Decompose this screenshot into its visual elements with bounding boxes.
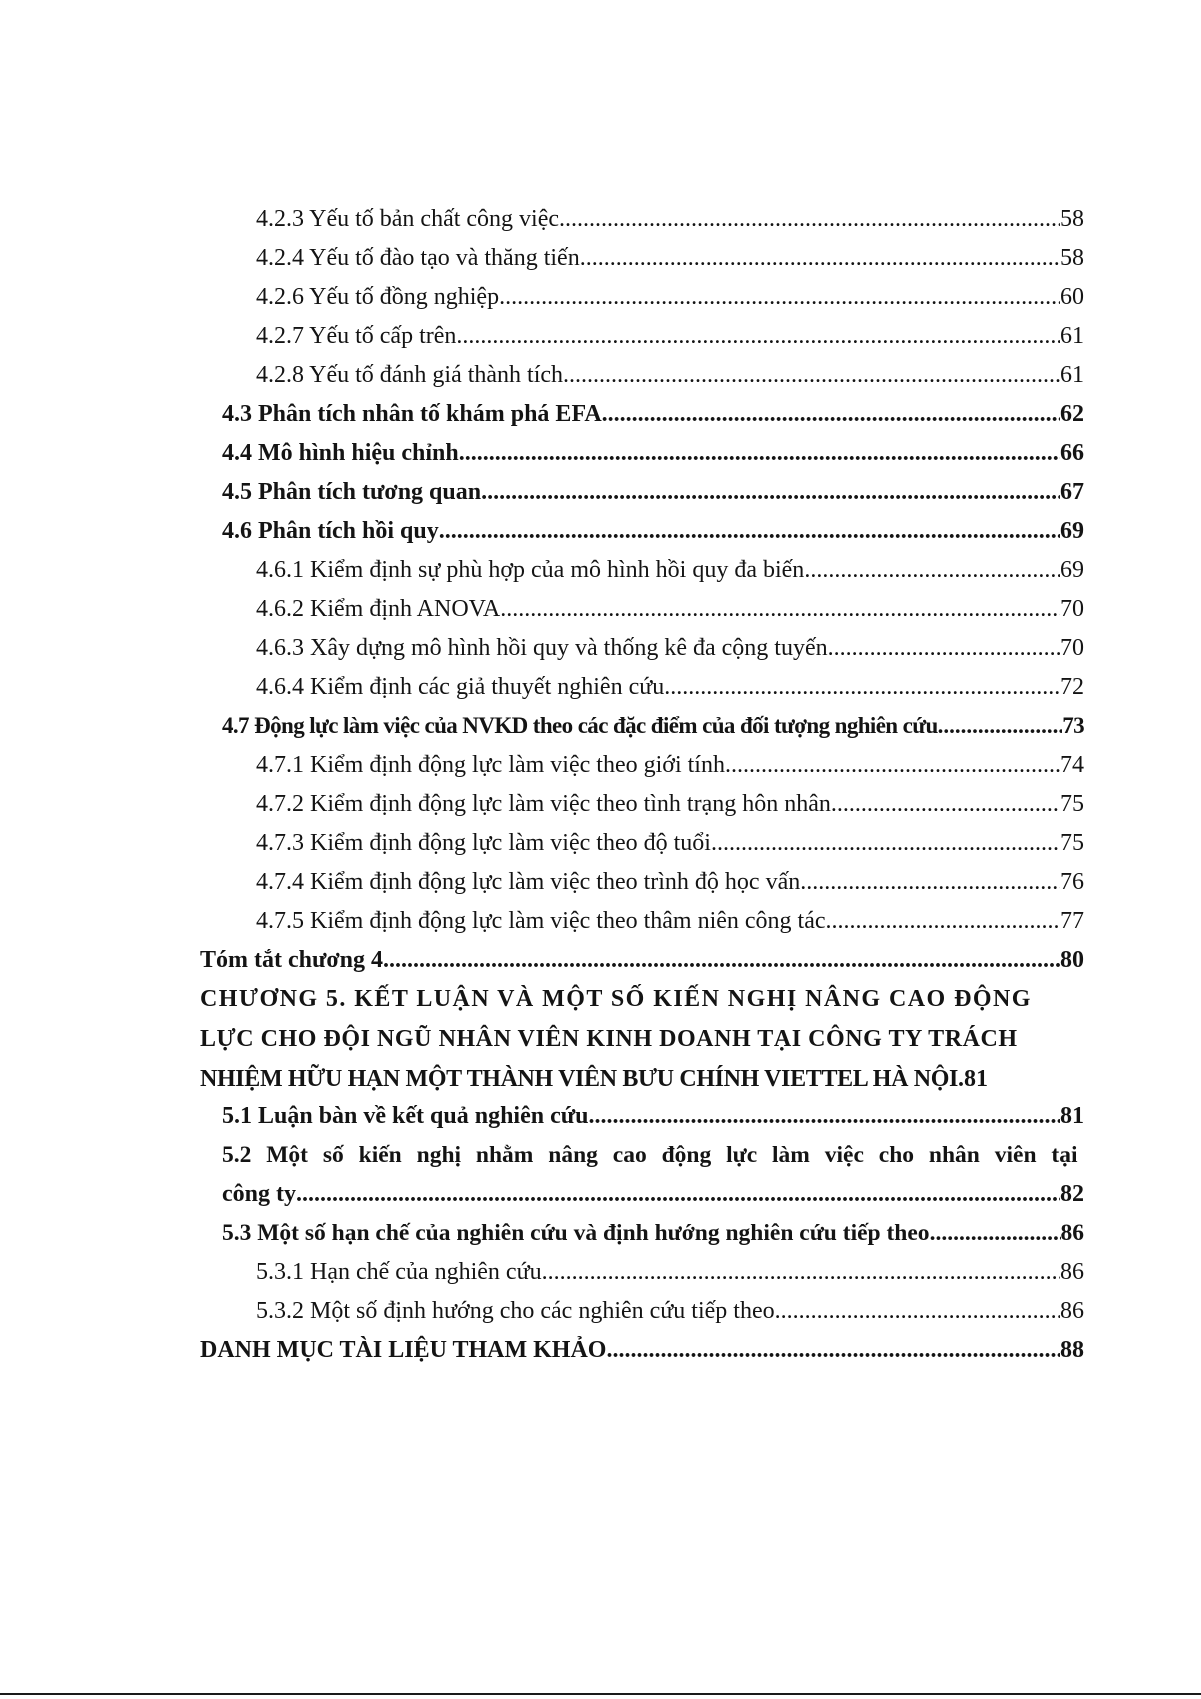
toc-entry-page: 86 xyxy=(1060,1259,1084,1285)
toc-entry-title: 4.6.1 Kiểm định sự phù hợp của mô hình hồi quy đa biến xyxy=(256,557,805,583)
toc-dot-leader xyxy=(826,906,1060,936)
toc-entry[interactable] xyxy=(200,506,1084,546)
toc-entry-title: 4.2.4 Yếu tố đào tạo và thăng tiến xyxy=(256,245,580,271)
toc-entry-page: 61 xyxy=(1060,362,1084,388)
toc-entry-page: 73 xyxy=(1062,713,1084,738)
toc-entry-title: 4.3 Phân tích nhân tố khám phá EFA xyxy=(222,401,602,427)
toc-entry-page: 76 xyxy=(1060,869,1084,895)
toc-dot-leader xyxy=(500,594,1060,624)
toc-dot-leader xyxy=(800,867,1060,897)
toc-entry[interactable] xyxy=(200,350,1084,390)
toc-entry-page: 86 xyxy=(1060,1298,1084,1324)
toc-entry-page: 81 xyxy=(964,1066,989,1092)
toc-entry-page: 60 xyxy=(1060,284,1084,310)
toc-entry-title: 4.4 Mô hình hiệu chỉnh xyxy=(222,440,459,466)
toc-dot-leader xyxy=(459,438,1060,468)
toc-entry[interactable] xyxy=(200,701,1084,741)
toc-entry[interactable] xyxy=(200,194,1084,234)
toc-entry[interactable] xyxy=(200,623,1084,663)
toc-entry-page: 82 xyxy=(1060,1181,1084,1207)
toc-dot-leader xyxy=(439,516,1060,546)
toc-entry-title: Tóm tắt chương 4 xyxy=(200,947,384,973)
toc-entry-title: 4.7.3 Kiểm định động lực làm việc theo độ tuổi xyxy=(256,830,711,856)
toc-section-5-2-entry[interactable] xyxy=(200,1130,1084,1170)
toc-entry-page: 74 xyxy=(1060,752,1084,778)
toc-dot-leader xyxy=(563,360,1060,390)
toc-entry-title: 4.2.8 Yếu tố đánh giá thành tích xyxy=(256,362,564,388)
toc-entry[interactable] xyxy=(200,233,1084,273)
toc-entry[interactable] xyxy=(200,779,1084,819)
toc-dot-leader xyxy=(499,282,1060,312)
toc-entry-title: 4.6.4 Kiểm định các giả thuyết nghiên cứu xyxy=(256,674,665,700)
toc-entry[interactable] xyxy=(200,896,1084,936)
section-5-2-row-1 xyxy=(200,1130,1084,1170)
toc-dot-leader xyxy=(930,1218,1061,1248)
toc-dot-leader xyxy=(831,789,1060,819)
toc-entry-page: 75 xyxy=(1060,791,1084,817)
toc-entry-title: 5.3.2 Một số định hướng cho các nghiên cứu tiếp theo xyxy=(256,1298,775,1324)
toc-entry-page: 62 xyxy=(1060,401,1084,427)
toc-entry[interactable] xyxy=(200,740,1084,780)
toc-dot-leader xyxy=(481,477,1060,507)
toc-entry[interactable] xyxy=(200,1169,1084,1209)
toc-entry-page: 58 xyxy=(1060,245,1084,271)
toc-entry-title: 5.3 Một số hạn chế của nghiên cứu và định hướng nghiên cứu tiếp theo xyxy=(222,1220,930,1246)
toc-entry-page: 58 xyxy=(1060,206,1084,232)
chapter-5-title-line: LỰC CHO ĐỘI NGŨ NHÂN VIÊN KINH DOANH TẠI CÔNG TY TRÁCH xyxy=(200,1026,1018,1052)
toc-entry-title: 4.2.7 Yếu tố cấp trên xyxy=(256,323,457,349)
toc-dot-leader xyxy=(580,243,1060,273)
toc-entry-title: 4.6.2 Kiểm định ANOVA xyxy=(256,596,501,622)
toc-entry[interactable] xyxy=(200,1091,1084,1131)
toc-dot-leader xyxy=(804,555,1060,585)
toc-entry[interactable] xyxy=(200,545,1084,585)
toc-dot-leader xyxy=(456,321,1060,351)
toc-entry-title: 4.6 Phân tích hồi quy xyxy=(222,518,439,544)
toc-entry[interactable] xyxy=(200,467,1084,507)
toc-entry-title: công ty xyxy=(222,1181,296,1207)
toc-entry-page: 77 xyxy=(1060,908,1084,934)
toc-dot-leader xyxy=(589,1101,1060,1131)
toc-entry-title: 4.7.1 Kiểm định động lực làm việc theo giới tính xyxy=(256,752,725,778)
toc-entry-title: 4.5 Phân tích tương quan xyxy=(222,479,482,505)
chapter-5-row-3 xyxy=(200,1054,1084,1094)
bottom-edge-rule xyxy=(0,1693,1201,1695)
toc-dot-leader xyxy=(383,945,1060,975)
toc-entry[interactable] xyxy=(200,818,1084,858)
toc-entry-page: 88 xyxy=(1060,1337,1084,1363)
toc-dot-leader xyxy=(602,399,1060,429)
toc-entry-page: 81 xyxy=(1060,1103,1084,1129)
toc-entry[interactable] xyxy=(200,1208,1084,1248)
toc-entry-title: DANH MỤC TÀI LIỆU THAM KHẢO xyxy=(200,1337,607,1363)
toc-dot-leader xyxy=(711,828,1060,858)
toc-entry-title: 5.1 Luận bàn về kết quả nghiên cứu xyxy=(222,1103,589,1129)
chapter-5-row-1 xyxy=(200,974,1084,1014)
toc-entry-title: 5.3.1 Hạn chế của nghiên cứu xyxy=(256,1259,542,1285)
toc-entry[interactable] xyxy=(200,1325,1084,1365)
toc-entry-page: 66 xyxy=(1060,440,1084,466)
toc-entry-page: 67 xyxy=(1060,479,1084,505)
toc-entry-page: 86 xyxy=(1060,1220,1084,1246)
chapter-5-row-2 xyxy=(200,1014,1084,1054)
toc-dot-leader xyxy=(775,1296,1060,1326)
toc-dot-leader xyxy=(725,750,1060,780)
toc-entry[interactable] xyxy=(200,935,1084,975)
toc-entry[interactable] xyxy=(200,428,1084,468)
toc-entry-title: 4.7 Động lực làm việc của NVKD theo các đặc điểm của đối tượng nghiên cứu xyxy=(222,713,938,738)
toc-entry[interactable] xyxy=(200,584,1084,624)
toc-entry-page: 70 xyxy=(1060,635,1084,661)
toc-entry-page: 72 xyxy=(1060,674,1084,700)
toc-entry-page: 70 xyxy=(1060,596,1084,622)
toc-entry[interactable] xyxy=(200,662,1084,702)
toc-entry-title: 4.2.3 Yếu tố bản chất công việc xyxy=(256,206,560,232)
toc-dot-leader xyxy=(828,633,1060,663)
toc-dot-leader xyxy=(938,711,1063,741)
toc-entry[interactable] xyxy=(200,272,1084,312)
toc-entry-title: 4.7.4 Kiểm định động lực làm việc theo trình độ học vấn xyxy=(256,869,801,895)
toc-entry[interactable] xyxy=(200,857,1084,897)
toc-entry-page: 69 xyxy=(1060,518,1084,544)
toc-entry-title: 4.6.3 Xây dựng mô hình hồi quy và thống kê đa cộng tuyến xyxy=(256,635,828,661)
chapter-5-title-line: NHIỆM HỮU HẠN MỘT THÀNH VIÊN BƯU CHÍNH VIETTEL HÀ NỘI xyxy=(200,1066,959,1092)
toc-entry-title: 4.7.2 Kiểm định động lực làm việc theo tình trạng hôn nhân xyxy=(256,791,831,817)
toc-dot-leader xyxy=(296,1179,1060,1209)
toc-dot-leader xyxy=(606,1335,1060,1365)
toc-leader-dot: . xyxy=(958,1066,965,1092)
toc-entry-page: 69 xyxy=(1060,557,1084,583)
toc-dot-leader xyxy=(542,1257,1060,1287)
toc-entry-page: 75 xyxy=(1060,830,1084,856)
toc-entry-title: 4.2.6 Yếu tố đồng nghiệp xyxy=(256,284,500,310)
toc-entry[interactable] xyxy=(200,311,1084,351)
toc-entry[interactable] xyxy=(200,389,1084,429)
toc-dot-leader xyxy=(559,204,1060,234)
toc-entry[interactable] xyxy=(200,1286,1084,1326)
toc-entry-page: 80 xyxy=(1060,947,1084,973)
chapter-5-title-line: CHƯƠNG 5. KẾT LUẬN VÀ MỘT SỐ KIẾN NGHỊ NÂNG CAO ĐỘNG xyxy=(200,986,1032,1012)
toc-entry-page: 61 xyxy=(1060,323,1084,349)
toc-entry[interactable] xyxy=(200,1247,1084,1287)
toc-chapter-5-entry[interactable] xyxy=(200,974,1084,1094)
toc-dot-leader xyxy=(664,672,1060,702)
section-5-2-title-line: 5.2 Một số kiến nghị nhằm nâng cao động lực làm việc cho nhân viên tại xyxy=(222,1142,1078,1168)
toc-entry-title: 4.7.5 Kiểm định động lực làm việc theo thâm niên công tác xyxy=(256,908,826,934)
